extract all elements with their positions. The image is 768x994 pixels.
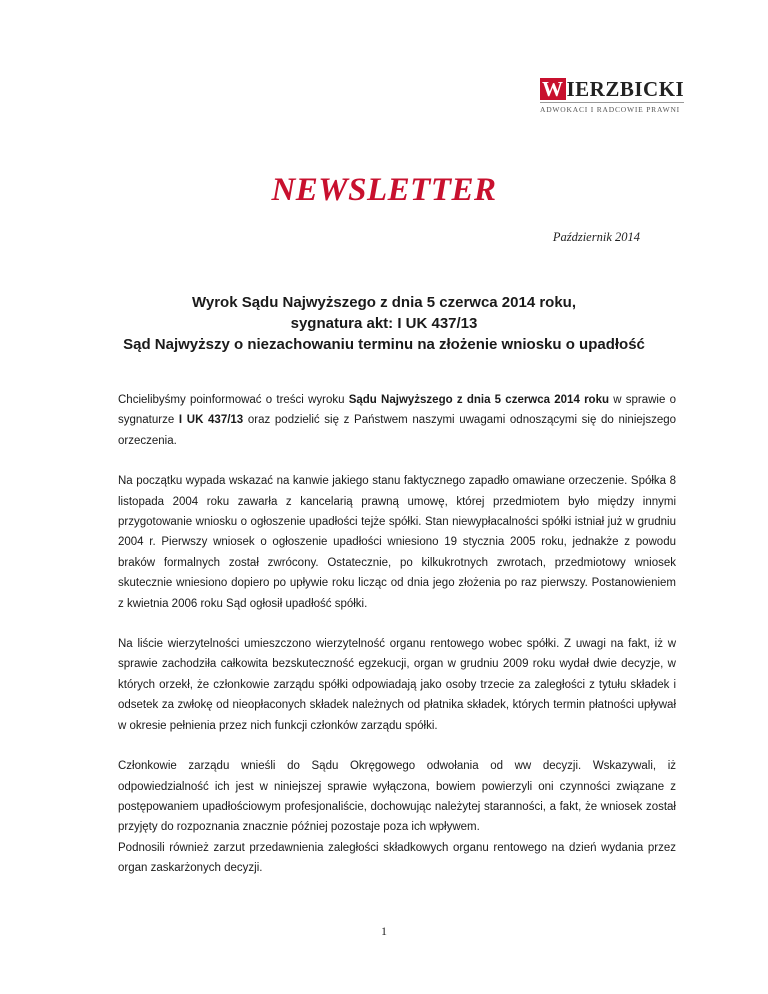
article-title-line-3: Sąd Najwyższy o niezachowaniu terminu na złożenie wniosku o upadłość <box>123 336 645 353</box>
appeal-text-continued: Podnosili również zarzut przedawnienia zaległości składkowych organu rentowego na dzień wydania przez organ zaskarżonych decyzji. <box>118 841 676 875</box>
article-body <box>118 390 676 899</box>
logo-name-rest: IERZBICKI <box>566 77 685 101</box>
logo-wordmark <box>540 78 684 100</box>
paragraph-intro <box>118 390 676 451</box>
intro-court-ruling: Sądu Najwyższego z dnia 5 czerwca 2014 roku <box>348 394 609 406</box>
page-number: 1 <box>381 924 387 938</box>
issue-date: Październik 2014 <box>552 230 640 244</box>
intro-text-1: Chcielibyśmy poinformować o treści wyroku <box>118 394 349 406</box>
paragraph-claims: Na liście wierzytelności umieszczono wierzytelność organu rentowego wobec spółki. Z uwagi na fakt, iż w sprawie zachodziła całkowita bezskuteczność egzekucji, organ w grudniu 2009 roku wydał dwie decyzje, w których orzekł, że członkowie zarządu spółki odpowiadają jako osoby trzecie za zaległości z tytułu składek i odsetek za zwłokę od nieopłaconych składek należnych od płatnika składek, których termin płatności upływał w okresie pełnienia przez nich funkcji członków zarządu spółki. <box>118 638 676 732</box>
intro-case-number: I UK 437/13 <box>178 414 244 427</box>
company-logo <box>540 78 684 114</box>
intro-text-3: oraz podzielić się z Państwem naszymi uwagami odnoszącymi się do niniejszego orzeczenia. <box>118 414 677 447</box>
newsletter-heading: NEWSLETTER <box>271 172 497 208</box>
logo-letter-w: W <box>542 77 564 101</box>
paragraph-appeal <box>118 756 676 878</box>
paragraph-facts: Na początku wypada wskazać na kanwie jakiego stanu faktycznego zapadło omawiane orzeczenie. Spółka 8 listopada 2004 roku zawarła z kancelarią prawną umowę, której przedmiotem było między innymi przygotowanie wniosku o ogłoszenie upadłości tejże spółki. Stan niewypłacalności spółki istniał już w grudniu 2004 r. Pierwszy wniosek o ogłoszenie upadłości wniesiono 19 stycznia 2005 roku, jednakże z powodu braków formalnych został zwrócony. Ostatecznie, po kilkukrotnych zwrotach, przedmiotowy wniosek skutecznie wniesiono dopiero po upływie roku licząc od dnia jego złożenia po raz pierwszy. Postanowieniem z kwietnia 2006 roku Sąd ogłosił upadłość spółki. <box>118 475 676 610</box>
intro-text-2: w sprawie o sygnaturze <box>118 394 676 427</box>
article-title-line-2: sygnatura akt: I UK 437/13 <box>290 315 478 332</box>
appeal-text: Członkowie zarządu wnieśli do Sądu Okręgowego odwołania od ww decyzji. Wskazywali, iż odpowiedzialność ich jest w niniejszej sprawie wyłączona, bowiem powierzyli oni czynności związane z postępowaniem upadłościowym profesjonaliście, dochowując należytej staranności, a fakt, że wniosek został przyjęty do rozpoznania znacznie później pozostaje poza ich wpływem. <box>118 760 676 834</box>
logo-subtitle: ADWOKACI I RADCOWIE PRAWNI <box>540 102 684 114</box>
article-title <box>60 292 708 355</box>
article-title-line-1: Wyrok Sądu Najwyższego z dnia 5 czerwca 2014 roku, <box>191 294 577 311</box>
